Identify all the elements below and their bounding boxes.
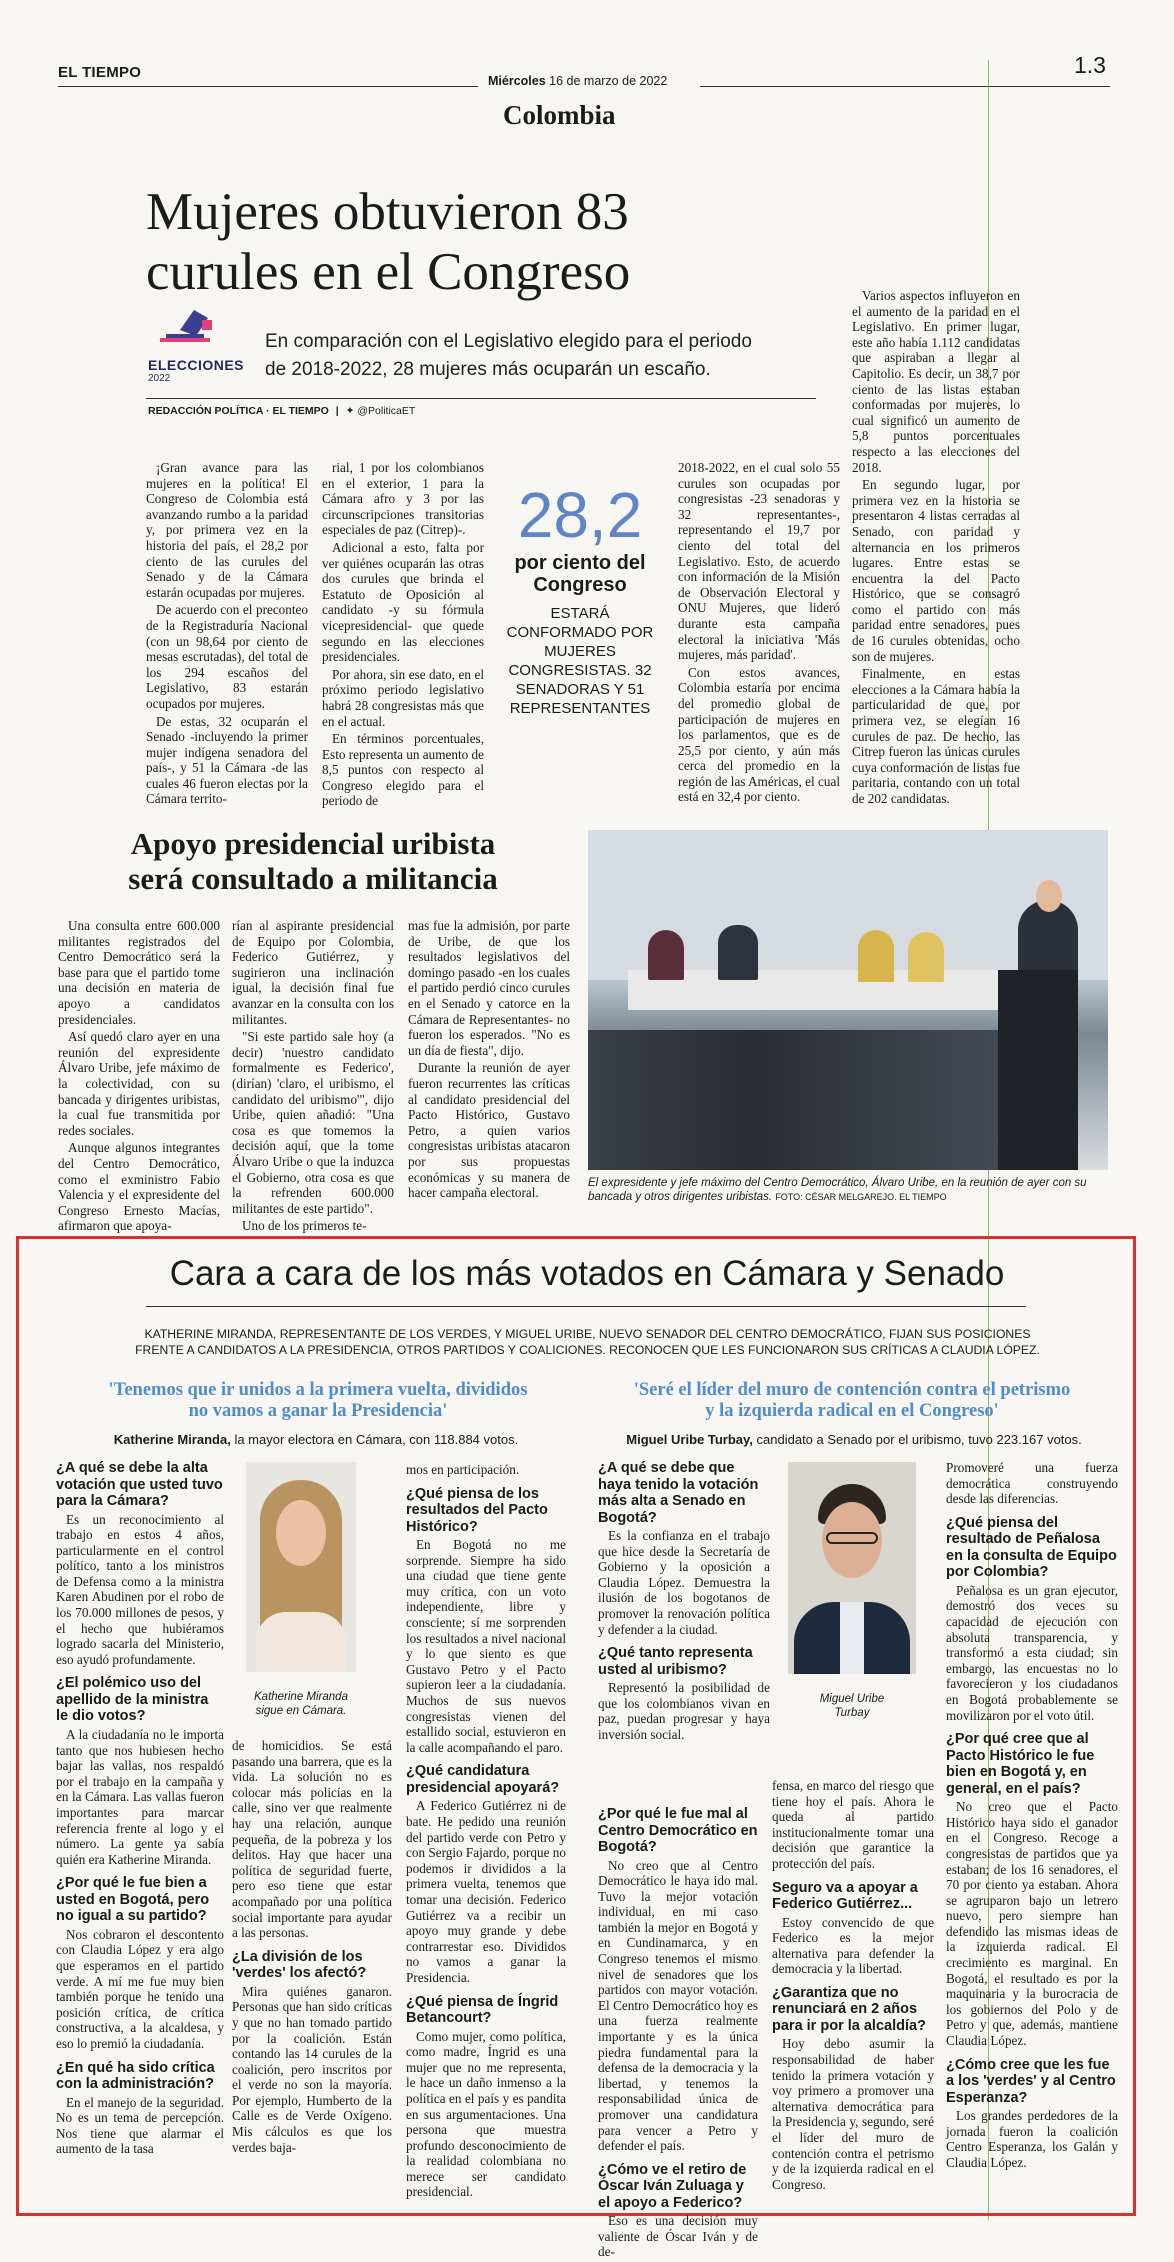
interview-question: ¿Garantiza que no renunciará en 2 años para ir por la alcaldía? [772,1984,926,2034]
interview-answer: Los grandes perdedores de la jornada fueron la coalición Centro Esperanza, los Galán y Claudia López. [946,2108,1118,2170]
interview-answer: fensa, en marco del riesgo que tiene hoy el país. Ahora le queda al partido institucionalmente tomar una decisión que garantice la protección del país. [772,1778,934,1871]
paragraph: Uno de los primeros te- [242,1218,367,1234]
right-subhead-rest: candidato a Senado por el uribismo, tuvo 223.167 votos. [756,1432,1082,1447]
interview-question: ¿Por qué cree que al Pacto Histórico le fue bien en Bogotá y, en general, en el país? [946,1731,1095,1797]
interview-question: ¿Por qué le fue bien a usted en Bogotá, pero no igual a su partido? [56,1875,210,1925]
stat-label-line1: por ciento del [514,552,646,574]
stat-box [500,480,660,718]
interview-question: ¿Qué piensa del resultado de Peñalosa en la consulta de Equipo por Colombia? [946,1514,1117,1581]
photo-caption [588,1176,1108,1204]
paragraph: ¡Gran avance para las mujeres en la política! El Congreso de Colombia está avanzando rumbo a la paridad y, por primera vez en la historia del país, el 28,2 por ciento de las curules del Senado y de la Cámara estarán ocupadas por mujeres. [146,460,308,600]
left-subhead [56,1432,576,1447]
miguel-shirt [840,1602,864,1674]
right-subhead-name: Miguel Uribe Turbay, [626,1432,753,1447]
paragraph: rían al aspirante presidencial de Equipo por Colombia, Federico Gutiérrez, y sugirieron una inclinación igual, la decisión final fue avanzar en la consulta con los militantes. [232,918,394,1027]
katherine-col-3 [406,1462,566,2202]
main-deck-line2: de 2018-2022, 28 mujeres más ocuparán un escaño. [265,359,711,380]
miguel-photo [788,1462,916,1674]
paragraph: 2018-2022, en el cual solo 55 curules son ocupadas por congresistas -23 senadoras y 32 representantes-, representando el 19,7 por ciento del total del Legislativo. Esto, de acuerdo con información de la Misión de Observación Electoral y ONU Mujeres, que lideró durante esta campaña electoral la iniciativa 'Más mujeres, más paridad'. [678,460,840,663]
interview-question: ¿Cómo ve el retiro de Óscar Iván Zuluaga y el apoyo a Federico? [598,2161,747,2211]
photo-credit: FOTO: CÉSAR MELGAREJO. EL TIEMPO [775,1192,947,1202]
interview-answer: Promoveré una fuerza democrática construyendo desde las diferencias. [946,1460,1118,1507]
paragraph: Así quedó claro ayer en una reunión del expresidente Álvaro Uribe, jefe máximo de la colectividad, con su bancada y dirigentes uribistas, la cual fue transmitida por redes sociales. [58,1029,220,1138]
main-col-1 [146,460,308,809]
main-col-2 [322,460,484,811]
main-headline [146,182,630,302]
interview-answer: Eso es una decisión muy valiente de Óscar Iván y de de- [598,2213,758,2260]
stat-label-line2: Congreso [533,574,627,596]
interview-question: ¿La división de los 'verdes' los afectó? [232,1948,367,1982]
paragraph: Finalmente, en estas elecciones a la Cámara había la particularidad de que, por primera vez, se elegían 16 curules de paz. De hecho, las Citrep fueron las únicas curules cuya conformación de listas fue paritaria, contando con un total de 202 candidatas. [852,666,1020,806]
badge-year: 2022 [148,373,171,384]
katherine-col-1 [56,1460,224,2159]
paragraph: Durante la reunión de ayer fueron recurrentes las críticas al candidato presidencial del Pacto Histórico, Gustavo Petro, a quien varios congresistas uribistas atacaron por sus propuestas económicas y su manera de hacer campaña electoral. [408,1060,570,1201]
newspaper-logo: EL TIEMPO [58,64,142,81]
katherine-caption-line2: sigue en Cámara. [255,1705,347,1717]
katherine-caption-line1: Katherine Miranda [254,1691,348,1703]
miguel-col-2 [772,1778,934,2194]
stat-label [500,552,660,596]
interview-question: ¿Cómo cree que les fue a los 'verdes' y al Centro Esperanza? [946,2056,1116,2106]
paragraph: rial, 1 por los colombianos en el exterior, 1 para la Cámara afro y 3 por las circunscripciones transitorias especiales de paz (Citrep)-. [322,460,484,538]
interview-answer: Como mujer, como política, como madre, Íngrid es una mujer que no me representa, le hace un daño inmenso a la política en el país y es pandita en sus argumentaciones. Una persona que muestra profundo desconocimiento de la realidad colombiana no merece ser candidato presidencial. [406,2028,566,2200]
miguel-col-1 [598,1460,770,1745]
issue-date-rest: 16 de marzo de 2022 [549,74,668,88]
stat-subtext: ESTARÁ CONFORMADO POR MUJERES CONGRESISTAS. 32 SENADORAS Y 51 REPRESENTANTES [506,605,654,717]
katherine-photo [246,1462,356,1672]
photo-person-2 [718,925,758,980]
byline-text: REDACCIÓN POLÍTICA · EL TIEMPO [148,405,329,417]
paragraph: Adicional a esto, falta por ver quiénes ocuparán las otras dos curules que brinda el Estatuto de Oposición al candidato -y su fórmula vicepresidencial- que quede segundo en las elecciones presidenciales. [322,539,484,665]
byline-rule [146,398,816,399]
main-headline-line1: Mujeres obtuvieron 83 [146,183,629,241]
interview-answer: Mira quiénes ganaron. Personas que han sido críticas y que no han tomado partido por la coalición. Están contando las 14 curules de la coalición, pero inscritos por el verde no son la mayoría. Por ejemplo, Humberto de la Calle es de Verde Oxígeno. Mis cálculos es que los verdes baja- [232,1983,392,2155]
interview-question: ¿Qué tanto representa usted al uribismo? [598,1645,753,1678]
byline: REDACCIÓN POLÍTICA · EL TIEMPO | ✦ @PoliticaET [148,405,416,417]
second-headline [88,826,538,896]
paragraph: Por ahora, sin ese dato, en el próximo periodo legislativo habrá 28 congresistas más que en el actual. [322,666,484,729]
photo-audience [588,1030,998,1170]
section-name: Colombia [503,100,616,130]
interview-question: ¿A qué se debe que haya tenido la votación más alta a Senado en Bogotá? [598,1460,759,1526]
interview-question: ¿Qué candidatura presidencial apoyará? [406,1763,560,1796]
right-pull-quote: 'Seré el líder del muro de contención contra el petrismo y la izquierda radical en el Congreso' [633,1380,1071,1421]
second-headline-line1: Apoyo presidencial uribista [130,826,496,861]
photo-person-1 [648,930,684,980]
page-number: 1.3 [1074,52,1106,78]
main-headline-line2: curules en el Congreso [146,243,631,301]
second-col-2 [232,918,394,1236]
ballot-icon [148,300,248,352]
left-pull-quote: 'Tenemos que ir unidos a la primera vuelta, divididos no vamos a ganar la Presidencia' [108,1380,528,1421]
paragraph: De acuerdo con el preconteo de la Registraduría Nacional (con un 98,64 por ciento de mesas escrutadas), del total de los 294 escaños del Legislativo, 83 estarán ocupados por mujeres. [146,602,308,711]
photo-table [628,970,1008,1010]
right-subhead [594,1432,1114,1447]
second-col-3 [408,918,570,1203]
miguel-caption [788,1692,916,1720]
main-col-3 [678,460,840,807]
photo-podium [998,970,1078,1170]
paragraph: En términos porcentuales, Esto representa un aumento de 8,5 puntos con respecto al Congreso elegido para el periodo de [322,731,484,809]
issue-date-day: Miércoles [488,74,546,88]
miguel-caption-line1: Miguel Uribe [819,1693,885,1705]
photo-caption-text: El expresidente y jefe máximo del Centro Democrático, Álvaro Uribe, en la reunión de ayer con su bancada y otros dirigentes uribistas. [588,1177,1087,1203]
interview-intro: KATHERINE MIRANDA, REPRESENTANTE DE LOS VERDES, Y MIGUEL URIBE, NUEVO SENADOR DEL CENTRO DEMOCRÁTICO, FIJAN SUS POSICIONES FRENTE A CANDIDATOS A LA PRESIDENCIA, OTROS PARTIDOS Y COALICIONES. RECONOCEN QUE LES FUNCIONARON SUS CRÍTICAS A CLAUDIA LÓPEZ. [135,1327,1040,1357]
interview-question: ¿A qué se debe la alta votación que usted tuvo para la Cámara? [56,1460,223,1509]
paragraph: Varios aspectos influyeron en el aumento de la paridad en el Legislativo. En primer lugar, este año había 1.112 candidatas que aspiraban a llegar al Capitolio. Es decir, un 38,7 por ciento de las listas estaban conformadas por mujeres, lo cual significó un aumento de 5,8 puntos porcentuales respecto a las elecciones del 2018. [852,288,1020,475]
miguel-col-1-bottom [598,1806,758,2262]
photo-speaker-head [1036,880,1062,912]
elections-badge [148,300,248,386]
katherine-caption [246,1690,356,1718]
interview-answer: Estoy convencido de que Federico es la mejor alternativa para defender la democracia y la libertad. [772,1914,934,1977]
interview-answer: Peñalosa es un gran ejecutor, demostró dos veces su capacidad de ejecución con absoluta transparencia, y transformó a esta ciudad; sin embargo, las encuestas no lo favorecieron y los ciudadanos en Bogotá probablemente se movilizaron por el voto útil. [946,1582,1118,1723]
katherine-shoulders [256,1612,346,1672]
main-deck [265,328,752,384]
paragraph: En segundo lugar, por primera vez en la historia se presentaron 4 listas cerradas al Senado, con paridad y alternancia en los primeros lugares. Entre estas se encuentra la del Pacto Histórico, que se consagró como el partido con más paridad entre senadores, pues de 16 curules obtenidas, ocho son de mujeres. [852,477,1020,664]
interview-question: ¿Por qué le fue mal al Centro Democrático en Bogotá? [598,1806,758,1855]
interview-question: ¿Qué piensa de los resultados del Pacto Histórico? [406,1485,548,1535]
left-subhead-rest: la mayor electora en Cámara, con 118.884 votos. [234,1432,519,1447]
left-subhead-name: Katherine Miranda, [113,1432,231,1447]
paragraph: mas fue la admisión, por parte de Uribe, de que los resultados legislativos del domingo pasado -en los cuales el partido perdió cinco curules en el Senado y catorce en la Cámara de Representantes- no fueron los esperados. "No es un día de fiesta", dijo. [408,918,570,1058]
stat-number: 28,2 [517,479,643,551]
interview-answer: Es la confianza en el trabajo que hice desde la Secretaría de Gobierno y la oposición a Claudia López. Demuestra la ilusión de los bogotanos de promover la renovación política y defender a la ciudad. [598,1528,770,1637]
interview-answer: No creo que el Pacto Histórico haya sido el ganador en el Congreso. Recoge a congresistas de partidos que ya estaban; de los 16 senadores, el 70 por ciento ya estaban. Ahora se agruparon bajo un letrero nuevo, pero siempre han defendido las mismas ideas de la izquierda radical. El crecimiento es marginal. En Bogotá, el resultado es por la maquinaria y la burocracia de los gobiernos del Polo y de Petro y que, además, mantiene Claudia López. [946,1799,1118,2049]
twitter-icon: ✦ [345,405,355,417]
interview-question: Seguro va a apoyar a Federico Gutiérrez... [772,1879,918,1913]
second-headline-line2: será consultado a militancia [128,861,498,896]
interview-answer: Hoy debo asumir la responsabilidad de haber tenido la primera votación y voy primero a promover una alternativa democrática para la Presidencia y, segundo, seré el líder del muro de contención contra el petrismo y de la izquierda radical en el Congreso. [772,2036,934,2192]
interview-question: ¿Qué piensa de Íngrid Betancourt? [406,1993,559,2027]
issue-date [488,74,667,88]
interview-question: ¿El polémico uso del apellido de la ministra le dio votos? [56,1675,209,1725]
miguel-col-3 [946,1460,1118,2173]
photo-person-4 [908,932,944,982]
interview-answer: A la ciudadanía no le importa tanto que nos hubiesen hecho bajar las vallas, nos respaldó por el trabajo en la campaña y en la Cámara. Las vallas fueron importantes para marcar referencia frente al logo y el número. La gente ya sabía quién era Katherine Miranda. [56,1726,224,1867]
photo-person-3 [858,930,894,982]
meeting-photo [588,830,1108,1170]
interview-answer: Es un reconocimiento al trabajo en estos 4 años, particularmente en el control político, tanto a los ministros de Defensa como a la ministra Karen Abudinen por el robo de los 70.000 millones de pesos, y el hecho que hubiéramos logrado sacarla del Ministerio, eso ayudó profundamente. [56,1511,224,1667]
interview-answer: En Bogotá no me sorprende. Siempre ha sido una ciudad que tiene gente muy crítica, con un voto independiente, libre y consciente; sí me sorprenden los resultados a nivel nacional y lo que siento es que Gustavo Petro y el Pacto supieron leer a la ciudadanía. Muchos de sus nuevos congresistas vienen del estallido social, estuvieron en la calle acompañando el paro. [406,1537,566,1755]
header-rule [58,86,478,87]
paragraph: "Si este partido sale hoy (a decir) 'nuestro candidato formalmente es Federico', (dirían) 'claro, el uribismo, el candidato del uribismo'", dijo Uribe, quien añadió: "Una cosa es que tomemos la decisión aquí, que la tome Álvaro Uribe o que la induzca el Gobierno, otra cosa es que la refrenden 600.000 militantes de este partido". [232,1029,394,1216]
interview-title: Cara a cara de los más votados en Cámara y Senado [169,1254,1005,1293]
interview-answer: En el manejo de la seguridad. No es un tema de percepción. Nos tiene que alarmar el aumento de la tasa [56,2094,224,2157]
interview-answer: Nos cobraron el descontento con Claudia López y era algo que esperamos en el partido verde. A mí me fue muy bien también porque he tenido una posición crítica, de crítica constructiva, a la alcaldesa, y eso lo premió la ciudadanía. [56,1926,224,2051]
badge-label: ELECCIONES [148,357,245,373]
miguel-glasses [826,1532,878,1544]
paragraph: Aunque algunos integrantes del Centro Democrático, como el exministro Fabio Valencia y el expresidente del Congreso Ernesto Macías, afirmaron que apoya- [58,1140,220,1234]
paragraph: Una consulta entre 600.000 militantes registrados del Centro Democrático será la base para que el partido tome una decisión en materia de apoyo a candidatos presidenciales. [58,918,220,1027]
interview-answer: A Federico Gutiérrez ni de bate. He pedido una reunión del partido verde con Petro y con Sergio Fajardo, porque no podemos ir divididos a la primera vuelta, tenemos que tomar una decisión. Federico Gutiérrez va a recibir un apoyo muy grande y debe contrarrestar eso. Divididos no vamos a ganar la Presidencia. [406,1798,566,1985]
katherine-face [276,1500,326,1566]
main-deck-line1: En comparación con el Legislativo elegido para el periodo [265,331,752,352]
second-col-1 [58,918,220,1236]
interview-answer: mos en participación. [406,1462,520,1477]
interview-title-rule [146,1306,1026,1307]
paragraph: De estas, 32 ocuparán el Senado -incluyendo la primer mujer indígena senadora del país-, y 51 la Cámara -de las cuales 46 fueron electas por la Cámara territo- [146,713,308,807]
interview-answer: de homicidios. Se está pasando una barrera, que es la vida. La solución no es colocar más policías en la calle, sino ver que realmente hay una relación, aunque pequeña, de la pobreza y los delitos. Hay que hacer una política de seguridad fuerte, pero eso tiene que estar acompañado por una política social importante para ayudar a las personas. [232,1738,392,1941]
katherine-col-2 [232,1738,392,2157]
twitter-handle: @PoliticaET [357,405,416,417]
interview-answer: Representó la posibilidad de que los colombianos vivan en paz, puedan progresar y haya inversión social. [598,1680,770,1742]
interview-answer: No creo que al Centro Democrático le haya ido mal. Tuvo la mejor votación individual, en mi caso también la mejor en Bogotá y en Cundinamarca, y en Congreso tenemos el mismo nivel de senadores que los partidos con mayor votación. El Centro Democrático hoy es una fuerza realmente importante y es la única piedra fundamental para la defensa de la democracia y la libertad, y tenemos la responsabilidad única de promover una candidatura para vencer a Petro y defender el país. [598,1857,758,2154]
miguel-caption-line2: Turbay [834,1707,870,1719]
paragraph: Con estos avances, Colombia estaría por encima del promedio global de participación de mujeres en los parlamentos, que es de 25,5 por ciento, y aún más cerca del promedio en la región de las Américas, el cual está en 32,4 por ciento. [678,664,840,805]
interview-question: ¿En qué ha sido crítica con la administración? [56,2059,215,2093]
header-rule-right [700,86,1110,87]
main-col-4 [852,288,1020,809]
